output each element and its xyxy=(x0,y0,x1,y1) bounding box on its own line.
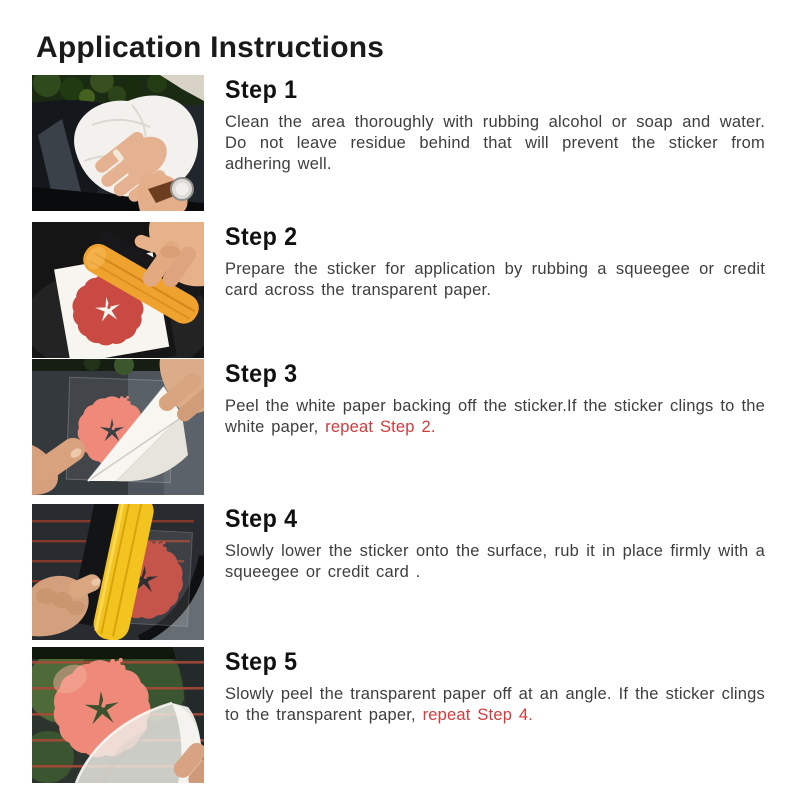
step-1-label: Step 1 xyxy=(225,76,298,104)
step-4-content xyxy=(225,504,765,640)
step-3-figure xyxy=(32,359,204,495)
step-3-body-text: Peel the white paper backing off the sticker.If the sticker clings to the white paper, xyxy=(225,396,765,436)
step-3-body xyxy=(225,396,765,438)
step-4-row xyxy=(32,504,768,640)
step-5-photo xyxy=(32,647,204,783)
step-4-figure xyxy=(32,504,204,640)
step-3-photo xyxy=(32,359,204,495)
step-4-body xyxy=(225,541,765,583)
step-2-content xyxy=(225,222,765,358)
step-4-photo xyxy=(32,504,204,640)
step-1-body-text: Clean the area thoroughly with rubbing alcohol or soap and water. Do not leave residue behind that will prevent the sticker from adhering well. xyxy=(225,112,765,173)
step-2-body-text: Prepare the sticker for application by rubbing a squeegee or credit card across the transparent paper. xyxy=(225,259,765,299)
step-1-photo xyxy=(32,75,204,211)
step-1-body xyxy=(225,112,765,175)
step-3-row xyxy=(32,359,768,495)
step-2-body xyxy=(225,259,765,301)
step-2-figure xyxy=(32,222,204,358)
step-2-label: Step 2 xyxy=(225,223,298,251)
step-5-body-red: repeat Step 4. xyxy=(422,705,534,724)
step-3-content xyxy=(225,359,765,495)
step-5-figure xyxy=(32,647,204,783)
step-2-photo xyxy=(32,222,204,358)
page-title: Application Instructions xyxy=(36,31,385,65)
step-5-label: Step 5 xyxy=(225,648,298,676)
step-1-row xyxy=(32,75,768,211)
step-3-label: Step 3 xyxy=(225,360,298,388)
step-2-row xyxy=(32,222,768,358)
step-1-content xyxy=(225,75,765,211)
step-5-content xyxy=(225,647,765,783)
step-4-label: Step 4 xyxy=(225,505,298,533)
step-5-row xyxy=(32,647,768,783)
step-1-figure xyxy=(32,75,204,211)
step-5-body-text: Slowly peel the transparent paper off at an angle. If the sticker clings to the transparent paper, xyxy=(225,684,765,724)
step-4-body-text: Slowly lower the sticker onto the surface, rub it in place firmly with a squeegee or credit card . xyxy=(225,541,765,581)
step-5-body xyxy=(225,684,765,726)
step-3-body-red: repeat Step 2. xyxy=(325,417,436,436)
